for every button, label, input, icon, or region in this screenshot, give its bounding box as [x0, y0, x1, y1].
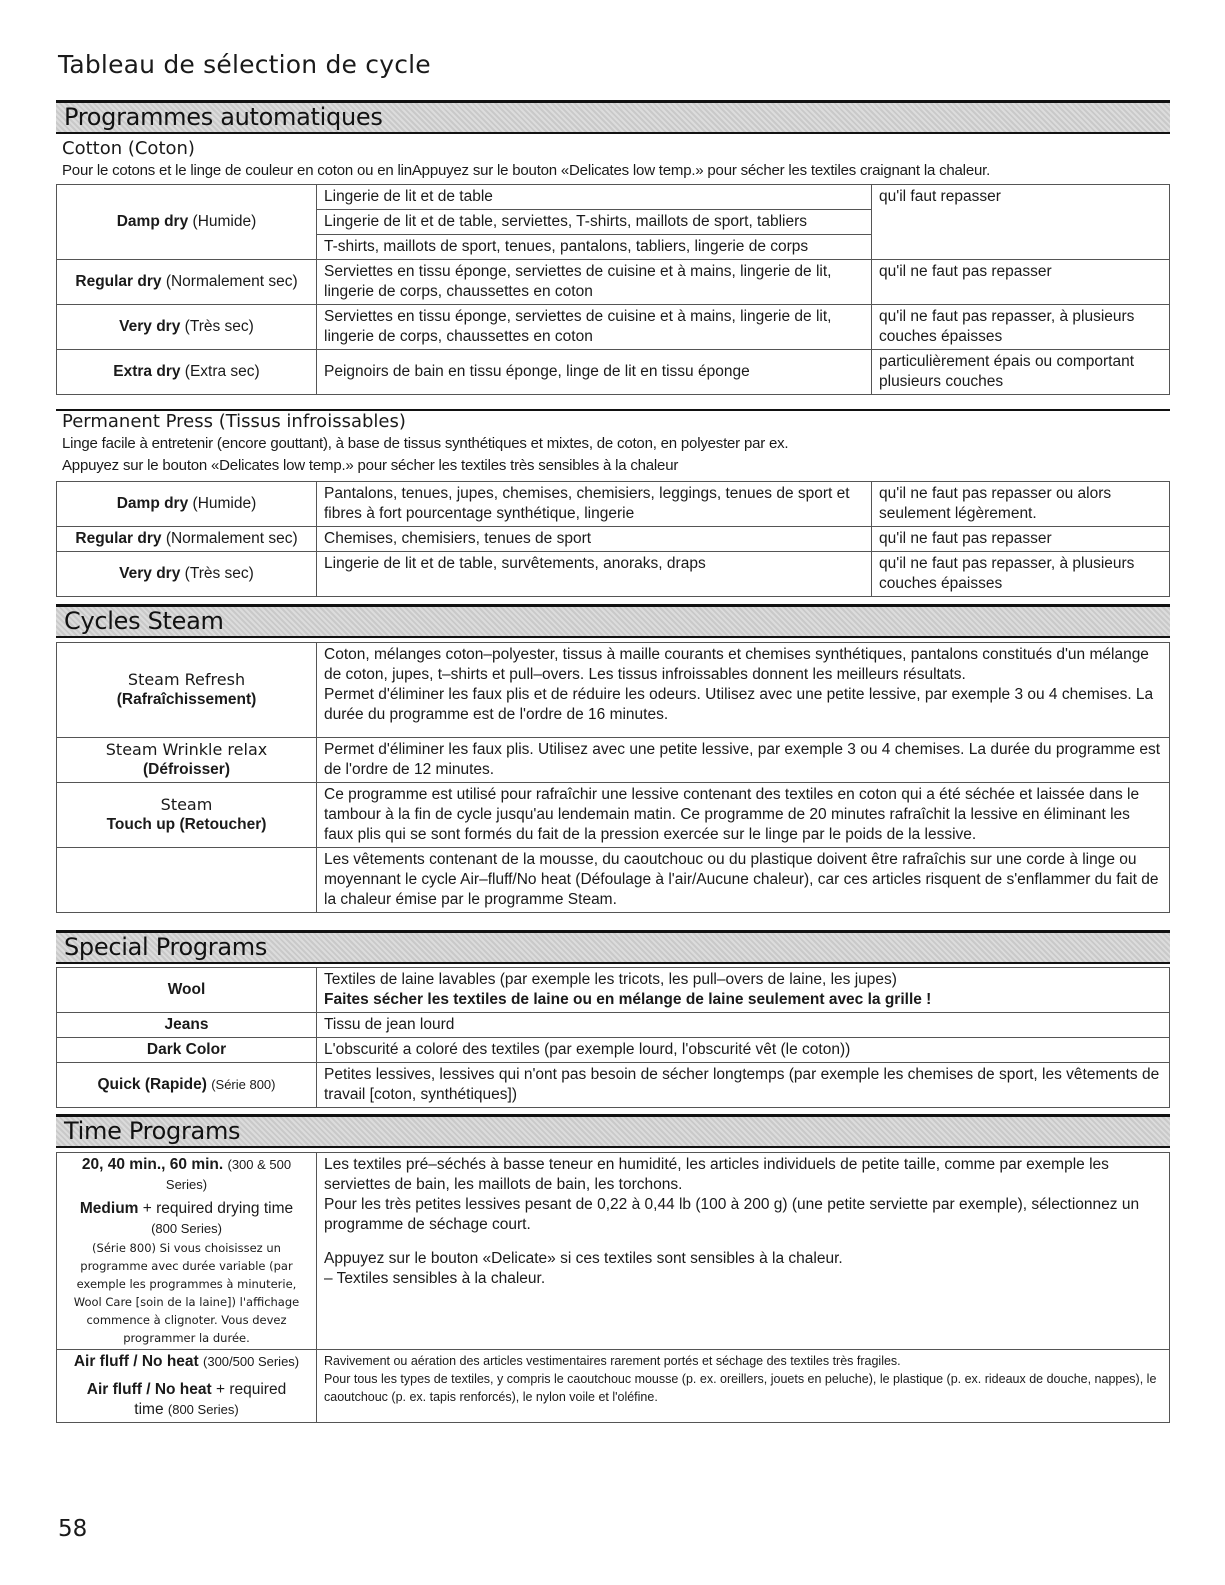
- special-table: [56, 967, 1170, 1108]
- cotton-regular-label: Regular dry (Normalement sec): [57, 260, 317, 305]
- special-dark-label: Dark Color: [57, 1038, 317, 1063]
- perm-note-2: Appuyez sur le bouton «Delicates low temp.» pour sécher les textiles très sensibles à la chaleur: [62, 457, 679, 474]
- section-title: Programmes automatiques: [64, 103, 383, 131]
- time-air-label: Air fluff / No heat (300/500 Series) Air fluff / No heat + required time (800 Series): [57, 1350, 317, 1423]
- perm-regular-desc: Chemises, chemisiers, tenues de sport: [317, 527, 872, 552]
- perm-very-label: Very dry (Très sec): [57, 552, 317, 597]
- section-bar-special: [56, 930, 1170, 964]
- perm-damp-desc: Pantalons, tenues, jupes, chemises, chemisiers, leggings, tenues de sport et fibres à fort pourcentage synthétique, lingerie: [317, 482, 872, 527]
- steam-wrinkle-label: Steam Wrinkle relax (Défroisser): [57, 738, 317, 783]
- page-title: Tableau de sélection de cycle: [58, 50, 431, 79]
- steam-wrinkle-desc: Permet d'éliminer les faux plis. Utilisez avec une petite lessive, par exemple 3 ou 4 chemises. La durée du programme est de l'ordre de 12 minutes.: [317, 738, 1170, 783]
- perm-regular-note: qu'il ne faut pas repasser: [872, 527, 1170, 552]
- special-quick-desc: Petites lessives, lessives qui n'ont pas besoin de sécher longtemps (par exemple les chemises de sport, les vêtements de travail [coton, synthétiques]): [317, 1063, 1170, 1108]
- cotton-table: [56, 184, 1170, 395]
- section-bar-steam: [56, 604, 1170, 638]
- section-title: Special Programs: [64, 933, 268, 961]
- cotton-regular-note: qu'il ne faut pas repasser: [872, 260, 1170, 305]
- cotton-damp-label: Damp dry (Humide): [57, 185, 317, 260]
- steam-touch-label: Steam Touch up (Retoucher): [57, 783, 317, 848]
- cotton-extra-desc: Peignoirs de bain en tissu éponge, linge de lit en tissu éponge: [317, 350, 872, 395]
- cotton-heading: Cotton (Coton): [62, 138, 195, 159]
- cotton-very-desc: Serviettes en tissu éponge, serviettes de cuisine et à mains, lingerie de lit, lingerie de corps, chaussettes en coton: [317, 305, 872, 350]
- perm-heading: Permanent Press (Tissus infroissables): [62, 411, 406, 432]
- special-dark-desc: L'obscurité a coloré des textiles (par exemple lourd, l'obscurité vêt (le coton)): [317, 1038, 1170, 1063]
- special-wool-desc: Textiles de laine lavables (par exemple les tricots, les pull–overs de laine, les jupes) Faites sécher les textiles de laine ou en mélange de laine seulement avec la grille !: [317, 968, 1170, 1013]
- cotton-regular-desc: Serviettes en tissu éponge, serviettes de cuisine et à mains, lingerie de lit, lingerie de corps, chaussettes en coton: [317, 260, 872, 305]
- cotton-damp-row2: Lingerie de lit et de table, serviettes, T-shirts, maillots de sport, tabliers: [317, 210, 872, 235]
- steam-warning-empty: [57, 848, 317, 913]
- special-jeans-desc: Tissu de jean lourd: [317, 1013, 1170, 1038]
- cotton-extra-note: particulièrement épais ou comportant plusieurs couches: [872, 350, 1170, 395]
- steam-refresh-label: Steam Refresh (Rafraîchissement): [57, 643, 317, 738]
- page-number: 58: [58, 1516, 88, 1542]
- cotton-damp-note: qu'il faut repasser: [872, 185, 1170, 260]
- time-min-desc: Les textiles pré–séchés à basse teneur en humidité, les articles individuels de petite taille, comme par exemple les serviettes de bain, les maillots de bain, les torchons. Pour les très petites lessives pesant de 0,22 à 0,44 lb (100 à 200 g) (une petite serviette par exemple), sélectionnez un programme de séchage court. Appuyez sur le bouton «Delicate» si ces textiles sont sensibles à la chaleur. – Textiles sensibles à la chaleur.: [317, 1153, 1170, 1350]
- time-min-label: 20, 40 min., 60 min. (300 & 500 Series) Medium + required drying time (800 Series) (Série 800) Si vous choisissez un programme avec durée variable (par exemple les programmes à minuterie, Wool Care [soin de la laine]) l'affichage commence à clignoter. Vous devez programmer la durée.: [57, 1153, 317, 1350]
- steam-warning: Les vêtements contenant de la mousse, du caoutchouc ou du plastique doivent être rafraîchis sur une corde à linge ou moyennant le cycle Air–fluff/No heat (Défoulage à l'air/Aucune chaleur), car ces articles risquent de s'enflammer du fait de la chaleur émise par le programme Steam.: [317, 848, 1170, 913]
- perm-very-desc: Lingerie de lit et de table, survêtements, anoraks, draps: [317, 552, 872, 597]
- cotton-very-label: Very dry (Très sec): [57, 305, 317, 350]
- perm-damp-note: qu'il ne faut pas repasser ou alors seulement légèrement.: [872, 482, 1170, 527]
- time-air-desc: Ravivement ou aération des articles vestimentaires rarement portés et séchage des textiles très fragiles. Pour tous les types de textiles, y compris le caoutchouc mousse (p. ex. oreillers, jouets en peluche), le plastique (p. ex. rideaux de douche, nappes), le caoutchouc (p. ex. tapis renforcés), le nylon voile et l'oléfine.: [317, 1350, 1170, 1423]
- perm-damp-label: Damp dry (Humide): [57, 482, 317, 527]
- steam-table: [56, 642, 1170, 913]
- special-quick-label: Quick (Rapide) (Série 800): [57, 1063, 317, 1108]
- section-title: Cycles Steam: [64, 607, 224, 635]
- time-table: [56, 1152, 1170, 1423]
- cotton-note: Pour le cotons et le linge de couleur en coton ou en linAppuyez sur le bouton «Delicates low temp.» pour sécher les textiles craignant la chaleur.: [62, 162, 991, 179]
- perm-regular-label: Regular dry (Normalement sec): [57, 527, 317, 552]
- perm-very-note: qu'il ne faut pas repasser, à plusieurs couches épaisses: [872, 552, 1170, 597]
- cotton-very-note: qu'il ne faut pas repasser, à plusieurs couches épaisses: [872, 305, 1170, 350]
- special-wool-label: Wool: [57, 968, 317, 1013]
- special-jeans-label: Jeans: [57, 1013, 317, 1038]
- section-title: Time Programs: [64, 1117, 241, 1145]
- perm-note-1: Linge facile à entretenir (encore gouttant), à base de tissus synthétiques et mixtes, de coton, en polyester par ex.: [62, 435, 789, 452]
- section-bar-automatic: [56, 100, 1170, 134]
- section-bar-time: [56, 1114, 1170, 1148]
- steam-refresh-desc: Coton, mélanges coton–polyester, tissus à maille courants et chemises synthétiques, pantalons constitués d'un mélange de coton, jupes, t–shirts et pull–overs. Les tissus infroissables donnent les meilleurs résultats. Permet d'éliminer les faux plis et de réduire les odeurs. Utilisez avec une petite lessive, par exemple 3 ou 4 chemises. La durée du programme est de l'ordre de 16 minutes.: [317, 643, 1170, 738]
- steam-touch-desc: Ce programme est utilisé pour rafraîchir une lessive contenant des textiles en coton qui a été séchée et laissée dans le tambour à la fin de cycle jusqu'au lendemain matin. Ce programme de 20 minutes rafraîchit la lessive en éliminant les faux plis qui se sont formés du fait de la pression exercée sur le linge par le poids de la lessive.: [317, 783, 1170, 848]
- cotton-extra-label: Extra dry (Extra sec): [57, 350, 317, 395]
- cotton-damp-row3: T-shirts, maillots de sport, tenues, pantalons, tabliers, lingerie de corps: [317, 235, 872, 260]
- cotton-damp-row1: Lingerie de lit et de table: [317, 185, 872, 210]
- perm-table: [56, 481, 1170, 597]
